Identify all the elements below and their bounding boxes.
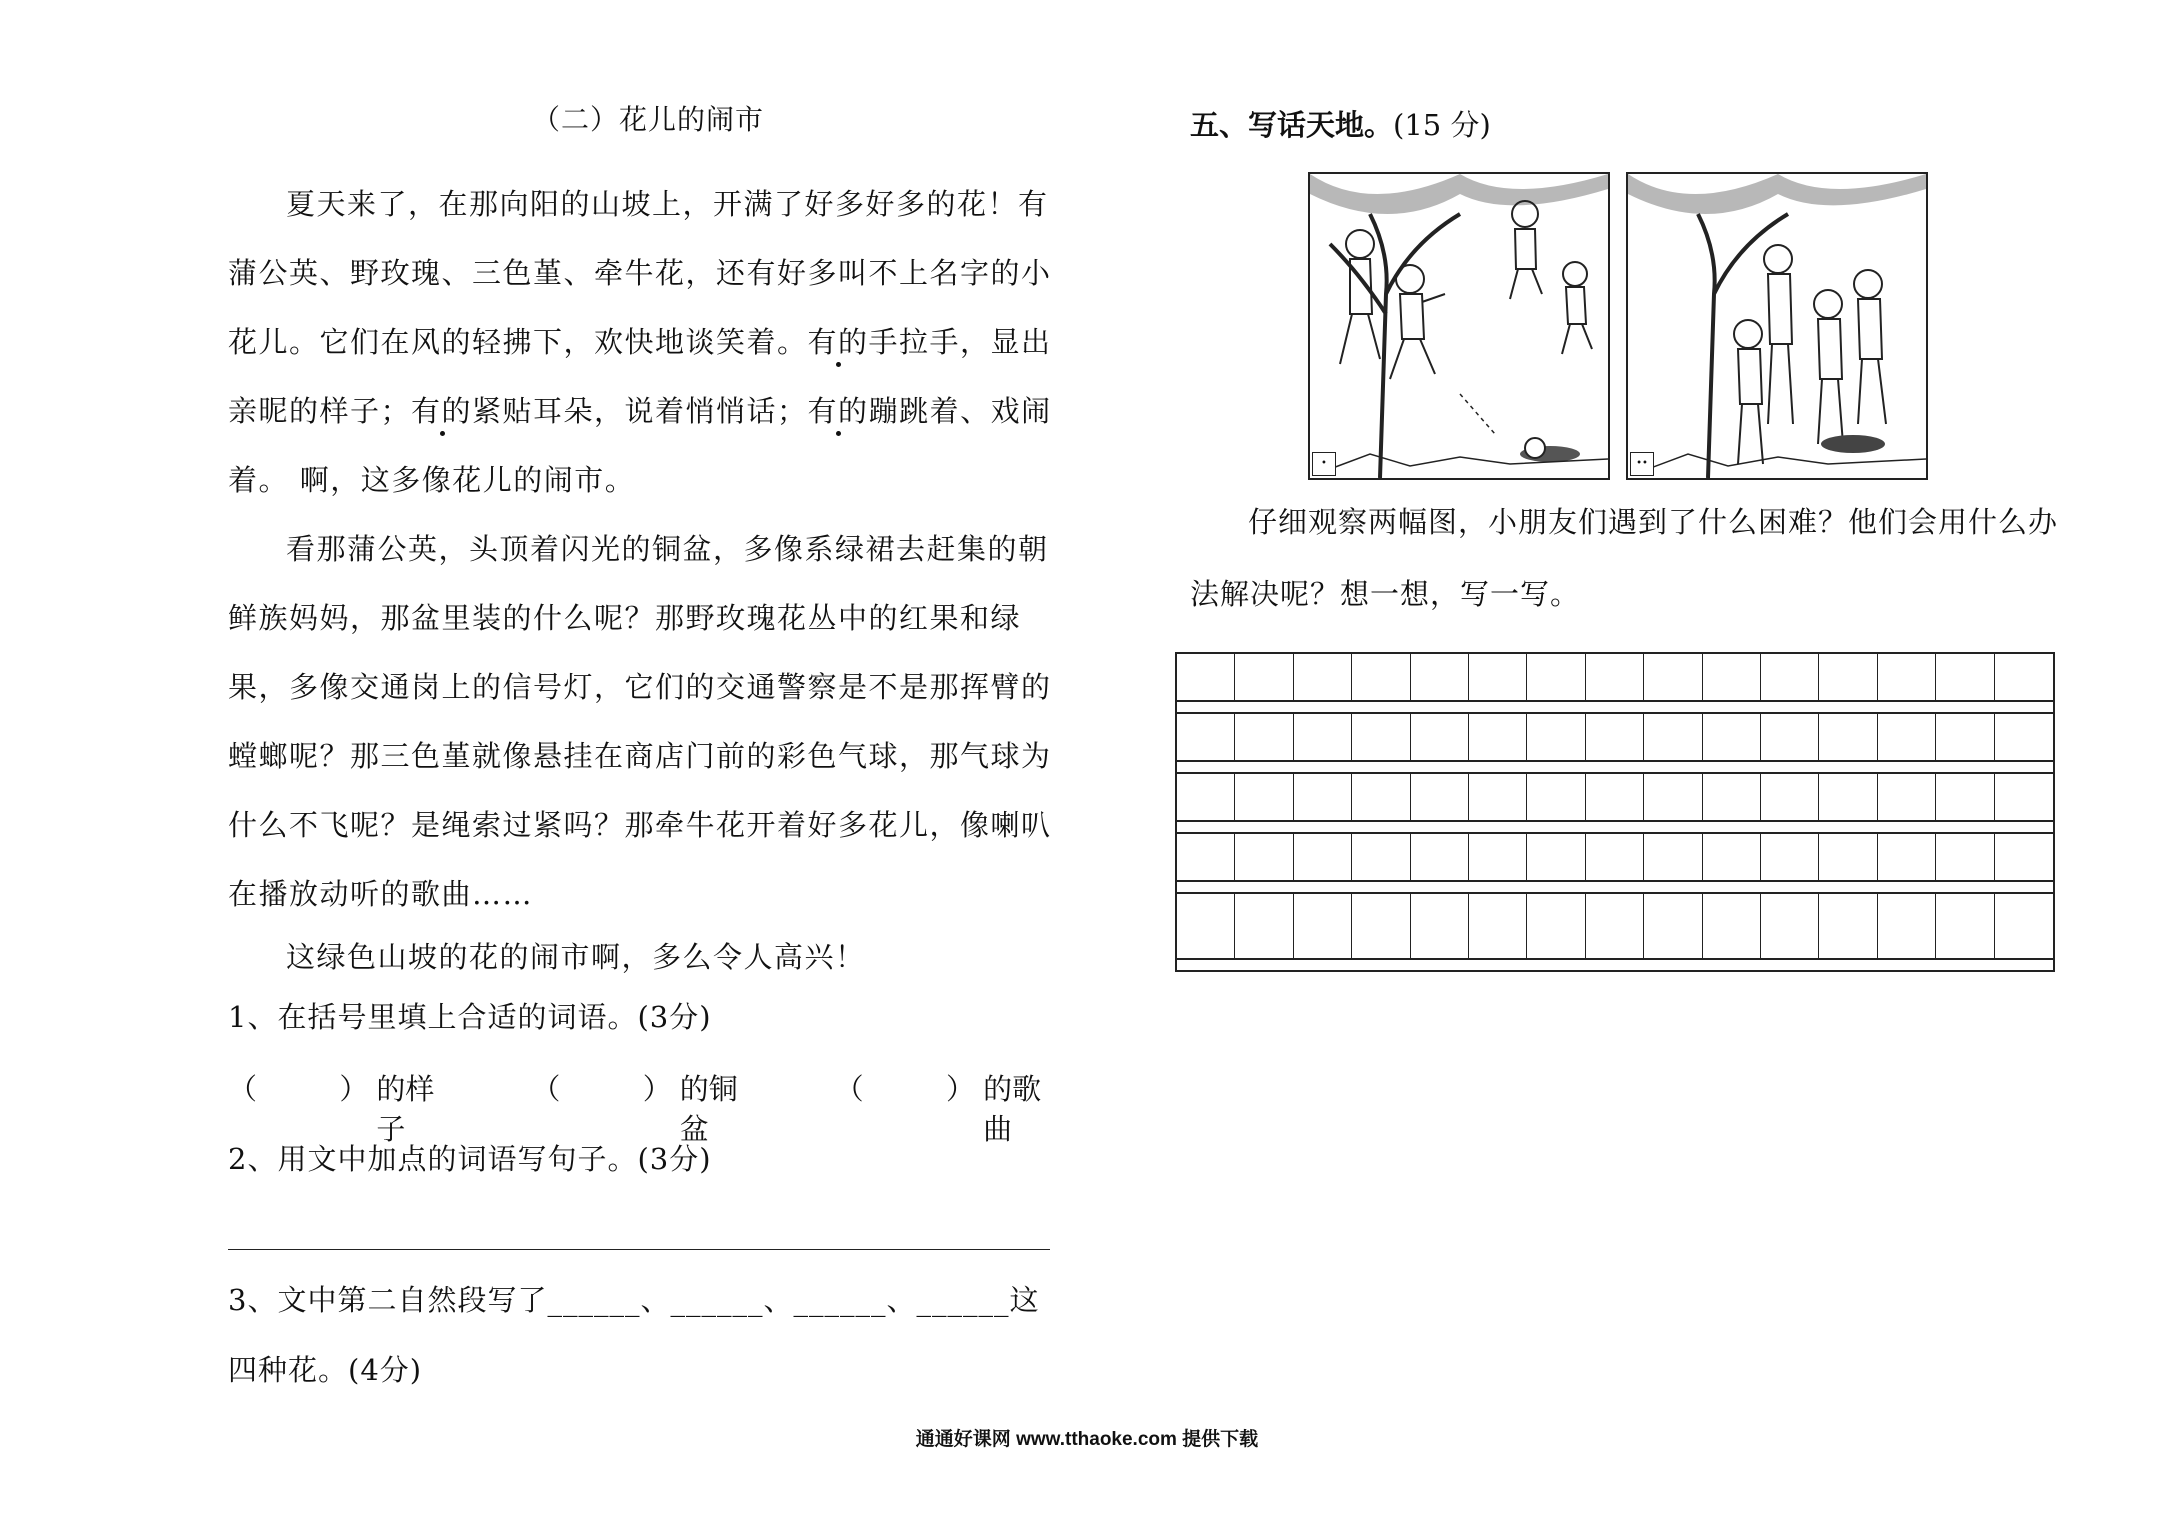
grid-cell[interactable] (1644, 712, 1702, 762)
grid-cell[interactable] (1177, 892, 1235, 960)
section-score: (15 分) (1393, 108, 1491, 142)
grid-cell[interactable] (1586, 772, 1644, 822)
grid-cell[interactable] (1878, 712, 1936, 762)
grid-cell[interactable] (1235, 772, 1293, 822)
question-3-line-1: 3、文中第二自然段写了______、______、______、______这 (228, 1283, 1040, 1317)
paragraph-1-text-b: 手拉手，显出亲昵的样子； (228, 325, 1052, 428)
grid-cell[interactable] (1469, 892, 1527, 960)
open-paren: （ (531, 1072, 561, 1106)
grid-cell[interactable] (1294, 652, 1352, 702)
section-title-text: 五、写话天地。 (1190, 108, 1394, 142)
section-title (1190, 100, 2070, 150)
open-paren: （ (228, 1072, 258, 1106)
grid-cell[interactable] (1819, 892, 1877, 960)
grid-cell[interactable] (1235, 892, 1293, 960)
grid-cell[interactable] (1995, 892, 2053, 960)
grid-cell[interactable] (1819, 652, 1877, 702)
grid-cell[interactable] (1352, 772, 1410, 822)
grid-cell[interactable] (1878, 892, 1936, 960)
question-1: 1、在括号里填上合适的词语。(3分) (228, 1000, 712, 1034)
grid-cell[interactable] (1527, 832, 1585, 882)
grid-gap (1175, 702, 2055, 712)
grid-cell[interactable] (1411, 832, 1469, 882)
blank-suffix: 的歌曲 (983, 1072, 1042, 1146)
grid-cell[interactable] (1703, 772, 1761, 822)
blank-item[interactable] (228, 1069, 461, 1146)
grid-cell[interactable] (1352, 892, 1410, 960)
grid-cell[interactable] (1703, 832, 1761, 882)
picture-2-kids-looking-into-hole (1626, 172, 1928, 480)
grid-cell[interactable] (1936, 772, 1994, 822)
grid-cell[interactable] (1819, 832, 1877, 882)
writing-grid[interactable] (1175, 652, 2055, 972)
grid-cell[interactable] (1527, 772, 1585, 822)
passage-title: （二）花儿的闹市 (531, 103, 764, 136)
blank-suffix: 的铜盆 (679, 1072, 738, 1146)
grid-gap (1175, 762, 2055, 772)
picture-2-marker: •• (1630, 452, 1654, 476)
grid-cell[interactable] (1294, 772, 1352, 822)
grid-cell[interactable] (1586, 712, 1644, 762)
grid-cell[interactable] (1878, 832, 1936, 882)
grid-cell[interactable] (1878, 772, 1936, 822)
blank-item[interactable] (531, 1069, 764, 1146)
grid-gap (1175, 882, 2055, 892)
grid-row[interactable] (1175, 652, 2055, 702)
grid-cell[interactable] (1177, 712, 1235, 762)
grid-cell[interactable] (1352, 712, 1410, 762)
open-paren: （ (834, 1072, 864, 1106)
grid-cell[interactable] (1469, 772, 1527, 822)
grid-cell[interactable] (1411, 892, 1469, 960)
paragraph-1-text-d: 蹦跳着、戏闹着。 啊，这多像花儿的闹市。 (228, 394, 1052, 497)
grid-cell[interactable] (1936, 832, 1994, 882)
grid-row[interactable] (1175, 892, 2055, 960)
grid-cell[interactable] (1411, 772, 1469, 822)
dotted-word: 有的 (807, 394, 869, 428)
close-paren: ） (946, 1072, 976, 1106)
grid-cell[interactable] (1644, 652, 1702, 702)
grid-cell[interactable] (1761, 772, 1819, 822)
grid-cell[interactable] (1644, 772, 1702, 822)
grid-cell[interactable] (1586, 832, 1644, 882)
grid-cell[interactable] (1177, 652, 1235, 702)
grid-cell[interactable] (1703, 712, 1761, 762)
grid-cell[interactable] (1294, 832, 1352, 882)
blank-space[interactable] (265, 1069, 331, 1109)
grid-cell[interactable] (1469, 712, 1527, 762)
question-3-line-2: 四种花。(4分) (228, 1353, 423, 1387)
grid-row[interactable] (1175, 832, 2055, 882)
paragraph-1-text-c: 紧贴耳朵，说着悄悄话； (472, 394, 808, 428)
grid-cell[interactable] (1703, 652, 1761, 702)
writing-prompt-text: 仔细观察两幅图，小朋友们遇到了什么困难？他们会用什么办法解决呢？想一想，写一写。 (1190, 505, 2059, 611)
picture-1-kids-playing-ball (1308, 172, 1610, 480)
grid-cell[interactable] (1411, 712, 1469, 762)
grid-cell[interactable] (1294, 892, 1352, 960)
paragraph-2: 看那蒲公英，头顶着闪光的铜盆，多像系绿裙去赶集的朝鲜族妈妈，那盆里装的什么呢？那野玫瑰花丛中的红果和绿果，多像交通岗上的信号灯，它们的交通警察是不是那挥臂的螳螂呢？那三色堇就像悬挂在商店门前的彩色气球，那气球为什么不飞呢？是绳索过紧吗？那牵牛花开着好多花儿，像喇叭在播放动听的歌曲…… (228, 532, 1052, 911)
grid-cell[interactable] (1527, 712, 1585, 762)
grid-cell[interactable] (1352, 832, 1410, 882)
grid-cell[interactable] (1819, 772, 1877, 822)
grid-cell[interactable] (1411, 652, 1469, 702)
picture-1-illustration (1310, 174, 1608, 478)
grid-cell[interactable] (1761, 652, 1819, 702)
grid-cell[interactable] (1177, 832, 1235, 882)
writing-prompt (1190, 486, 2070, 630)
grid-cell[interactable] (1644, 832, 1702, 882)
picture-2-illustration (1628, 174, 1926, 478)
grid-cell[interactable] (1878, 652, 1936, 702)
grid-row[interactable] (1175, 772, 2055, 822)
dotted-word: 有的 (807, 325, 869, 359)
grid-cell[interactable] (1235, 652, 1293, 702)
grid-cell[interactable] (1995, 712, 2053, 762)
reading-section (228, 100, 1068, 1390)
grid-cell[interactable] (1469, 832, 1527, 882)
blank-suffix: 的样子 (376, 1072, 435, 1146)
grid-cell[interactable] (1177, 772, 1235, 822)
question-2: 2、用文中加点的词语写句子。(3分) (228, 1142, 712, 1176)
grid-cell[interactable] (1644, 892, 1702, 960)
grid-cell[interactable] (1469, 652, 1527, 702)
grid-cell[interactable] (1936, 652, 1994, 702)
grid-gap (1175, 822, 2055, 832)
grid-cell[interactable] (1294, 712, 1352, 762)
grid-cell[interactable] (1995, 652, 2053, 702)
grid-cell[interactable] (1761, 712, 1819, 762)
grid-row[interactable] (1175, 712, 2055, 762)
paragraph-1 (228, 170, 1068, 515)
grid-cell[interactable] (1995, 832, 2053, 882)
grid-cell[interactable] (1235, 712, 1293, 762)
writing-section (1190, 100, 2070, 630)
answer-line[interactable] (228, 1227, 1050, 1250)
close-paren: ） (339, 1072, 369, 1106)
grid-cell[interactable] (1995, 772, 2053, 822)
footer-text: 通通好课网 www.tthaoke.com 提供下载 (915, 1429, 1259, 1450)
grid-cell[interactable] (1819, 712, 1877, 762)
picture-row (1308, 172, 2070, 480)
grid-cell[interactable] (1352, 652, 1410, 702)
close-paren: ） (642, 1072, 672, 1106)
dotted-word: 有的 (411, 394, 473, 428)
grid-cell[interactable] (1235, 832, 1293, 882)
grid-cell[interactable] (1761, 892, 1819, 960)
blank-item[interactable] (834, 1069, 1068, 1146)
paragraph-3: 这绿色山坡的花的闹市啊，多么令人高兴！ (286, 940, 866, 974)
grid-cell[interactable] (1527, 652, 1585, 702)
grid-cell[interactable] (1936, 712, 1994, 762)
grid-cell[interactable] (1936, 892, 1994, 960)
grid-cell[interactable] (1761, 832, 1819, 882)
blank-space[interactable] (872, 1069, 938, 1109)
grid-cell[interactable] (1586, 652, 1644, 702)
picture-1-marker: • (1312, 452, 1336, 476)
grid-cell[interactable] (1527, 892, 1585, 960)
blank-space[interactable] (568, 1069, 634, 1109)
grid-cell[interactable] (1586, 892, 1644, 960)
grid-bottom (1175, 960, 2055, 972)
footer-credit (0, 1424, 2174, 1451)
question-1-blanks (228, 1069, 1068, 1146)
grid-cell[interactable] (1703, 892, 1761, 960)
paragraph-1-text-a: 夏天来了，在那向阳的山坡上，开满了好多好多的花！有蒲公英、野玫瑰、三色堇、牵牛花，还有好多叫不上名字的小花儿。它们在风的轻拂下，欢快地谈笑着。 (228, 187, 1052, 359)
